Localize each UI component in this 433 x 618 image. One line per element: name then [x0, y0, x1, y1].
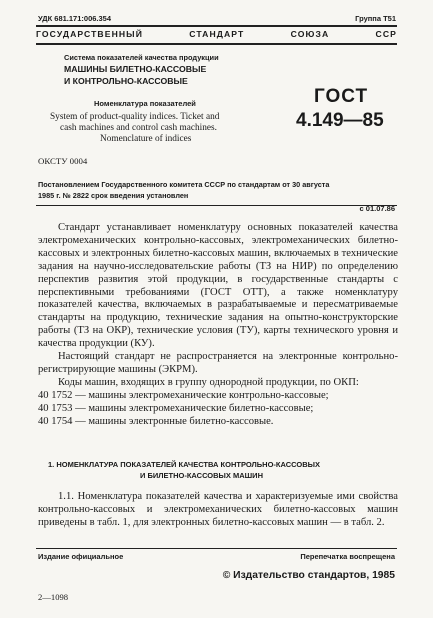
- english-title-line3: Nomenclature of indices: [100, 134, 192, 144]
- document-title-line2: И КОНТРОЛЬНО-КАССОВЫЕ: [64, 76, 188, 86]
- main-text: [38, 222, 398, 429]
- section-heading-line2: И БИЛЕТНО-КАССОВЫХ МАШИН: [140, 471, 263, 480]
- reprint-prohibited: Перепечатка воспрещена: [300, 552, 395, 561]
- header-bottom-rule: [36, 43, 397, 45]
- document-title-line1: МАШИНЫ БИЛЕТНО-КАССОВЫЕ: [64, 64, 207, 74]
- decree-line2: 1985 г. № 2822 срок введения установлен: [38, 191, 189, 200]
- english-title-line1: System of product-quality indices. Ticket and: [50, 112, 220, 122]
- group-code: Группа Т51: [355, 14, 396, 23]
- page-code: 2—1098: [38, 592, 69, 602]
- footer-rule: [36, 548, 397, 549]
- paragraph-okp-codes: Коды машин, входящих в группу однородной продукции, по ОКП:: [58, 376, 359, 388]
- state-standard-heading: ГОСУДАРСТВЕННЫЙ СТАНДАРТ СОЮЗА ССР: [36, 29, 397, 39]
- paragraph-scope: Стандарт устанавливает номенклатуру основных показателей качества электромеханических контрольно-кассовых, электромеханических билетно-кассовых и электронных билетно-кассовых машин, включаемых в технические задания на научно-исследовательские работы (ТЗ на НИР) по определению перспектив развития этой продукции, в государственные стандарты с перспективными требованиями (ГОСТ ОТТ), а также номенклатуру показателей качества, включаемых в разрабатываемые и пересматриваемые стандарты на продукцию, технические задания на опытно-конструкторские работы (ТЗ на ОКР), технические условия (ТУ), карты технического уровня и качества продукции (КУ).: [38, 222, 398, 350]
- effective-date: с 01.07.86: [359, 204, 395, 213]
- list-item: 40 1753 — машины электромеханические билетно-кассовые;: [38, 402, 314, 414]
- list-item: 40 1754 — машины электронные билетно-кассовые.: [38, 415, 274, 427]
- list-item: 40 1752 — машины электромеханические контрольно-кассовые;: [38, 389, 329, 401]
- decree-rule: [36, 205, 397, 206]
- system-line: Система показателей качества продукции: [64, 53, 219, 62]
- header-top-rule: [36, 25, 397, 27]
- official-edition: Издание официальное: [38, 552, 124, 561]
- publisher-copyright: © Издательство стандартов, 1985: [222, 570, 395, 581]
- okstu-code: ОКСТУ 0004: [38, 156, 88, 166]
- paragraph-exclusion: Настоящий стандарт не распространяется на электронные контрольно-регистрирующие машины (ЭКРМ).: [38, 351, 398, 375]
- decree-line1: Постановлением Государственного комитета СССР по стандартам от 30 августа: [38, 180, 330, 189]
- udk-code: УДК 681.171:006.354: [38, 14, 112, 23]
- gost-label: ГОСТ: [314, 86, 369, 107]
- paragraph-1-1: 1.1. Номенклатура показателей качества и характеризуемые ими свойства контрольно-кассовых и электромеханических билетно-кассовых машин приведены в табл. 1, для электронных билетно-кассовых машин — в табл. 2.: [38, 491, 398, 528]
- section-heading-line1: 1. НОМЕНКЛАТУРА ПОКАЗАТЕЛЕЙ КАЧЕСТВА КОНТРОЛЬНО-КАССОВЫХ: [48, 460, 320, 469]
- english-title-line2: cash machines and control cash machines.: [60, 123, 217, 133]
- section-text: [38, 491, 398, 530]
- gost-number: 4.149—85: [296, 110, 384, 131]
- document-subtitle: Номенклатура показателей: [94, 99, 196, 108]
